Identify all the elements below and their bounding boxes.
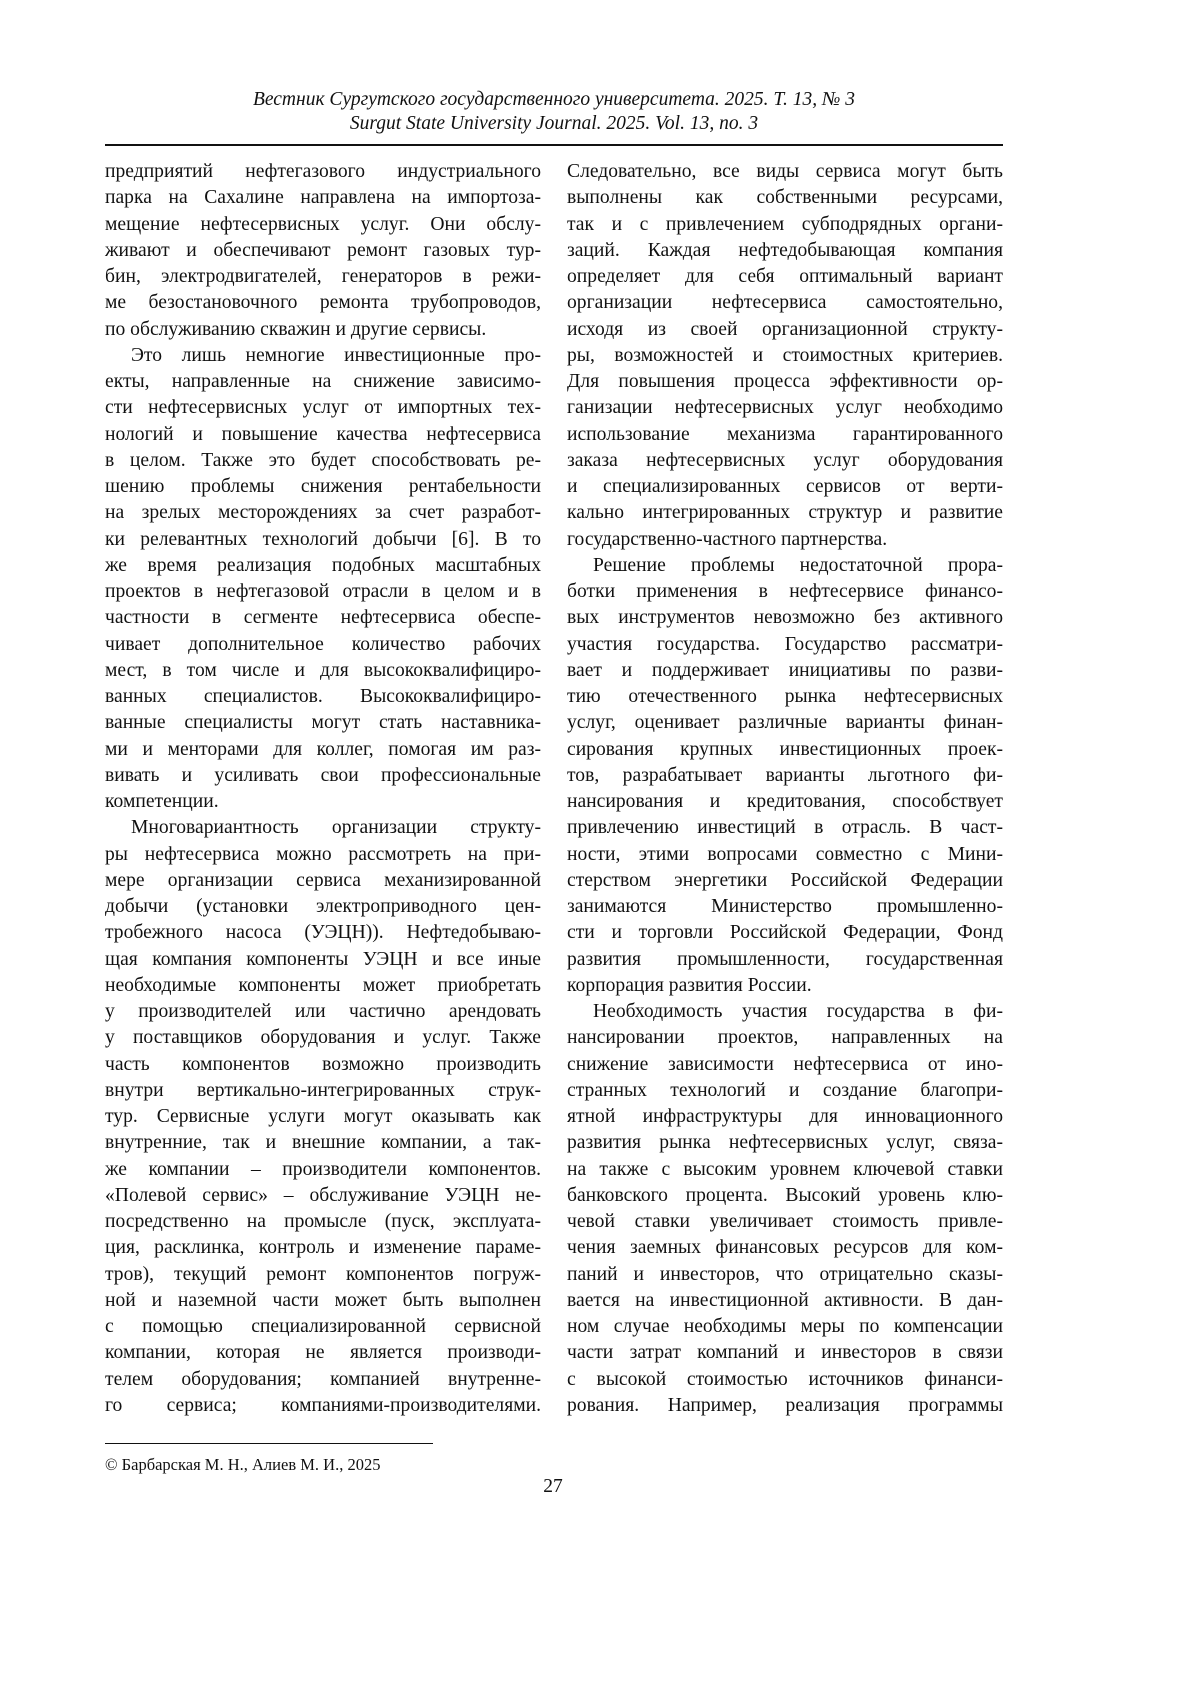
- text-line: услуг, оценивает различные варианты финан-: [567, 710, 1003, 736]
- text-line: необходимые компоненты может приобретать: [105, 973, 541, 999]
- text-line: с помощью специализированной сервисной: [105, 1314, 541, 1340]
- text-line: ганизации нефтесервисных услуг необходимо: [567, 395, 1003, 421]
- text-line: так и с привлечением субподрядных органи-: [567, 212, 1003, 238]
- text-line: ном случае необходимы меры по компенсации: [567, 1314, 1003, 1340]
- text-line: и специализированных сервисов от верти-: [567, 474, 1003, 500]
- paragraph: [567, 159, 1003, 553]
- text-line: ванных специалистов. Высококвалифициро-: [105, 684, 541, 710]
- text-line: банковского процента. Высокий уровень клю-: [567, 1183, 1003, 1209]
- paragraph: [567, 999, 1003, 1419]
- text-line: екты, направленные на снижение зависимо-: [105, 369, 541, 395]
- text-line: у поставщиков оборудования и услуг. Также: [105, 1025, 541, 1051]
- text-line: ки релевантных технологий добычи [6]. В то: [105, 527, 541, 553]
- text-line: компетенции.: [105, 789, 541, 815]
- text-line: ванные специалисты могут стать наставника-: [105, 710, 541, 736]
- text-line: ры, возможностей и стоимостных критериев.: [567, 343, 1003, 369]
- text-line: стерством энергетики Российской Федерации: [567, 868, 1003, 894]
- paragraph: [105, 159, 541, 343]
- paragraph: [105, 343, 541, 816]
- journal-title-ru: Вестник Сургутского государственного университета. 2025. Т. 13, № 3: [105, 88, 1003, 112]
- text-line: у производителей или частично арендовать: [105, 999, 541, 1025]
- text-line: тию отечественного рынка нефтесервисных: [567, 684, 1003, 710]
- text-line: щая компания компоненты УЭЦН и все иные: [105, 947, 541, 973]
- text-line: Необходимость участия государства в фи-: [567, 999, 1003, 1025]
- text-line: шению проблемы снижения рентабельности: [105, 474, 541, 500]
- text-line: снижение зависимости нефтесервиса от ино-: [567, 1052, 1003, 1078]
- text-line: Решение проблемы недостаточной прора-: [567, 553, 1003, 579]
- running-header: [105, 88, 1003, 136]
- text-line: нансировании проектов, направленных на: [567, 1025, 1003, 1051]
- text-line: сирования крупных инвестиционных проек-: [567, 737, 1003, 763]
- text-line: компании, которая не является производи-: [105, 1340, 541, 1366]
- text-line: нологий и повышение качества нефтесервиса: [105, 422, 541, 448]
- text-line: посредственно на промысле (пуск, эксплуата-: [105, 1209, 541, 1235]
- text-line: ятной инфраструктуры для инновационного: [567, 1104, 1003, 1130]
- text-line: странных технологий и создание благопри-: [567, 1078, 1003, 1104]
- journal-title-en: Surgut State University Journal. 2025. Vol. 13, no. 3: [105, 112, 1003, 136]
- text-line: же время реализация подобных масштабных: [105, 553, 541, 579]
- text-line: часть компонентов возможно производить: [105, 1052, 541, 1078]
- text-line: исходя из своей организационной структу-: [567, 317, 1003, 343]
- text-line: мере организации сервиса механизированной: [105, 868, 541, 894]
- copyright-footnote: © Барбарская М. Н., Алиев М. И., 2025: [105, 1455, 380, 1475]
- paragraph: [567, 553, 1003, 999]
- text-line: развития рынка нефтесервисных услуг, связа-: [567, 1130, 1003, 1156]
- text-line: выполнены как собственными ресурсами,: [567, 185, 1003, 211]
- text-line: мест, в том числе и для высококвалифициро-: [105, 658, 541, 684]
- text-line: тров), текущий ремонт компонентов погруж-: [105, 1262, 541, 1288]
- text-line: части затрат компаний и инвесторов в связи: [567, 1340, 1003, 1366]
- text-line: в целом. Также это будет способствовать ре-: [105, 448, 541, 474]
- text-line: Для повышения процесса эффективности ор-: [567, 369, 1003, 395]
- text-line: ми и менторами для коллег, помогая им раз-: [105, 737, 541, 763]
- text-line: определяет для себя оптимальный вариант: [567, 264, 1003, 290]
- text-line: внутренние, так и внешние компании, а так-: [105, 1130, 541, 1156]
- text-line: «Полевой сервис» – обслуживание УЭЦН не-: [105, 1183, 541, 1209]
- right-column: [567, 159, 1003, 1419]
- text-line: привлечению инвестиций в отрасль. В част-: [567, 815, 1003, 841]
- page-number: 27: [0, 1476, 1106, 1498]
- text-line: ботки применения в нефтесервисе финансо-: [567, 579, 1003, 605]
- text-line: тробежного насоса (УЭЦН)). Нефтедобываю-: [105, 920, 541, 946]
- text-line: на зрелых месторождениях за счет разработ-: [105, 500, 541, 526]
- text-line: внутри вертикально-интегрированных струк-: [105, 1078, 541, 1104]
- text-line: ме безостановочного ремонта трубопроводов,: [105, 290, 541, 316]
- text-line: предприятий нефтегазового индустриального: [105, 159, 541, 185]
- text-line: телем оборудования; компанией внутренне-: [105, 1367, 541, 1393]
- left-column: [105, 159, 541, 1419]
- paragraph: [105, 815, 541, 1419]
- text-line: сти нефтесервисных услуг от импортных тех-: [105, 395, 541, 421]
- text-line: тур. Сервисные услуги могут оказывать как: [105, 1104, 541, 1130]
- text-line: рования. Например, реализация программы: [567, 1393, 1003, 1419]
- text-line: Следовательно, все виды сервиса могут быть: [567, 159, 1003, 185]
- text-line: чевой ставки увеличивает стоимость привле-: [567, 1209, 1003, 1235]
- text-line: мещение нефтесервисных услуг. Они обслу-: [105, 212, 541, 238]
- text-line: ры нефтесервиса можно рассмотреть на при-: [105, 842, 541, 868]
- text-line: развития промышленности, государственная: [567, 947, 1003, 973]
- text-line: участия государства. Государство рассматри-: [567, 632, 1003, 658]
- text-line: добычи (установки электроприводного цен-: [105, 894, 541, 920]
- text-line: с высокой стоимостью источников финанси-: [567, 1367, 1003, 1393]
- text-line: частности в сегменте нефтесервиса обеспе-: [105, 605, 541, 631]
- text-line: Это лишь немногие инвестиционные про-: [105, 343, 541, 369]
- text-line: вает и поддерживает инициативы по разви-: [567, 658, 1003, 684]
- text-line: же компании – производители компонентов.: [105, 1157, 541, 1183]
- text-line: государственно-частного партнерства.: [567, 527, 1003, 553]
- text-line: на также с высоким уровнем ключевой ставки: [567, 1157, 1003, 1183]
- text-line: ности, этими вопросами совместно с Мини-: [567, 842, 1003, 868]
- text-line: заций. Каждая нефтедобывающая компания: [567, 238, 1003, 264]
- text-line: живают и обеспечивают ремонт газовых тур-: [105, 238, 541, 264]
- text-line: кально интегрированных структур и развитие: [567, 500, 1003, 526]
- text-line: чения заемных финансовых ресурсов для ком-: [567, 1235, 1003, 1261]
- text-line: вых инструментов невозможно без активного: [567, 605, 1003, 631]
- footnote-divider: [105, 1443, 433, 1444]
- text-line: сти и торговли Российской Федерации, Фонд: [567, 920, 1003, 946]
- text-line: тов, разрабатывает варианты льготного фи-: [567, 763, 1003, 789]
- text-line: занимаются Министерство промышленно-: [567, 894, 1003, 920]
- text-line: парка на Сахалине направлена на импортоза-: [105, 185, 541, 211]
- text-line: вается на инвестиционной активности. В дан-: [567, 1288, 1003, 1314]
- text-line: Многовариантность организации структу-: [105, 815, 541, 841]
- text-line: корпорация развития России.: [567, 973, 1003, 999]
- text-line: чивает дополнительное количество рабочих: [105, 632, 541, 658]
- text-line: ной и наземной части может быть выполнен: [105, 1288, 541, 1314]
- header-divider: [105, 144, 1003, 146]
- text-line: бин, электродвигателей, генераторов в режи-: [105, 264, 541, 290]
- text-line: по обслуживанию скважин и другие сервисы.: [105, 317, 541, 343]
- text-line: использование механизма гарантированного: [567, 422, 1003, 448]
- text-line: паний и инвесторов, что отрицательно сказы-: [567, 1262, 1003, 1288]
- text-line: проектов в нефтегазовой отрасли в целом и в: [105, 579, 541, 605]
- text-line: го сервиса; компаниями-производителями.: [105, 1393, 541, 1419]
- text-line: организации нефтесервиса самостоятельно,: [567, 290, 1003, 316]
- text-line: заказа нефтесервисных услуг оборудования: [567, 448, 1003, 474]
- text-line: ция, расклинка, контроль и изменение параме-: [105, 1235, 541, 1261]
- text-line: вивать и усиливать свои профессиональные: [105, 763, 541, 789]
- text-line: нансирования и кредитования, способствует: [567, 789, 1003, 815]
